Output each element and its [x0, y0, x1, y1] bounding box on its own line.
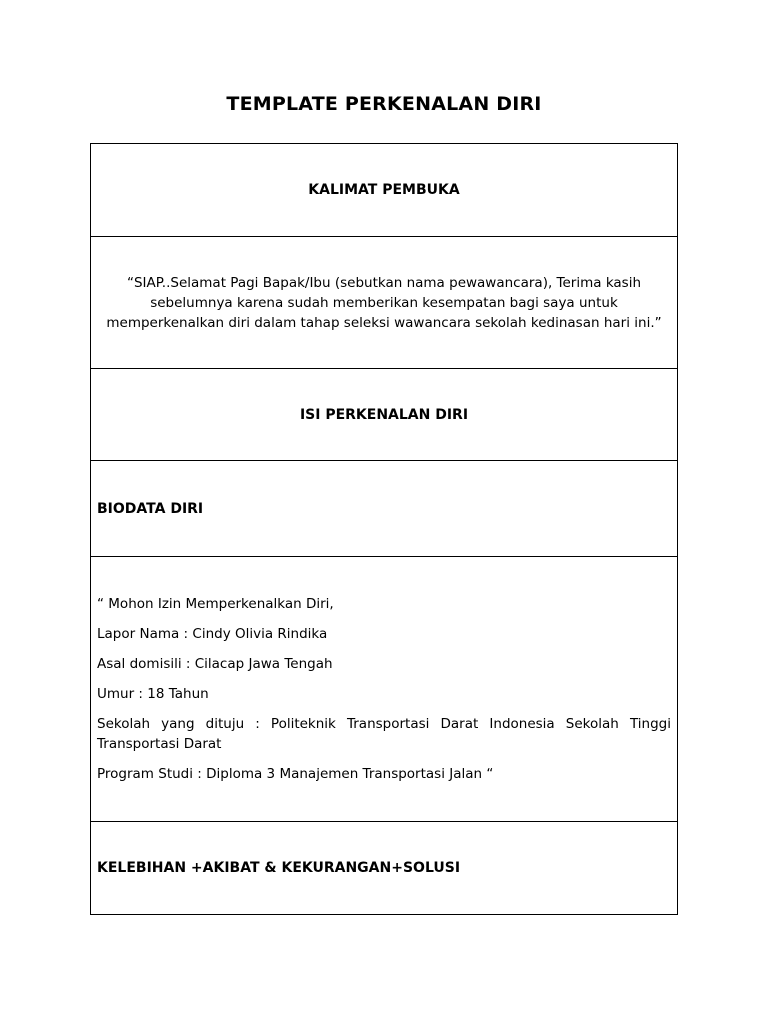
biodata-domicile: Asal domisili : Cilacap Jawa Tengah — [97, 656, 333, 672]
document-title: TEMPLATE PERKENALAN DIRI — [226, 93, 542, 115]
opening-text: “SIAP..Selamat Pagi Bapak/Ibu (sebutkan nama pewawancara), Terima kasih sebelumnya karena sudah memberikan kesempatan bagi saya untuk memperkenalkan diri dalam tahap seleksi wawancara sekolah kedinasan hari ini.” — [91, 237, 678, 369]
introduction-template-table — [90, 143, 678, 915]
opening-header: KALIMAT PEMBUKA — [91, 144, 678, 237]
biodata-name: Lapor Nama : Cindy Olivia Rindika — [97, 626, 328, 642]
content-header-row — [91, 369, 678, 461]
biodata-row — [91, 557, 678, 822]
biodata-target-school: Sekolah yang dituju : Politeknik Transportasi Darat Indonesia Sekolah Tinggi Transportasi Darat — [97, 716, 671, 752]
biodata-greeting: “ Mohon Izin Memperkenalkan Diri, — [97, 596, 334, 612]
content-header: ISI PERKENALAN DIRI — [91, 369, 678, 461]
biodata-title-row — [91, 461, 678, 557]
biodata-age: Umur : 18 Tahun — [97, 686, 209, 702]
biodata-study-program: Program Studi : Diploma 3 Manajemen Transportasi Jalan “ — [97, 766, 494, 782]
strengths-header-row — [91, 822, 678, 915]
biodata-cell — [91, 557, 678, 822]
biodata-title: BIODATA DIRI — [91, 461, 678, 557]
opening-header-row — [91, 144, 678, 237]
strengths-header: KELEBIHAN +AKIBAT & KEKURANGAN+SOLUSI — [91, 822, 678, 915]
opening-text-row — [91, 237, 678, 369]
